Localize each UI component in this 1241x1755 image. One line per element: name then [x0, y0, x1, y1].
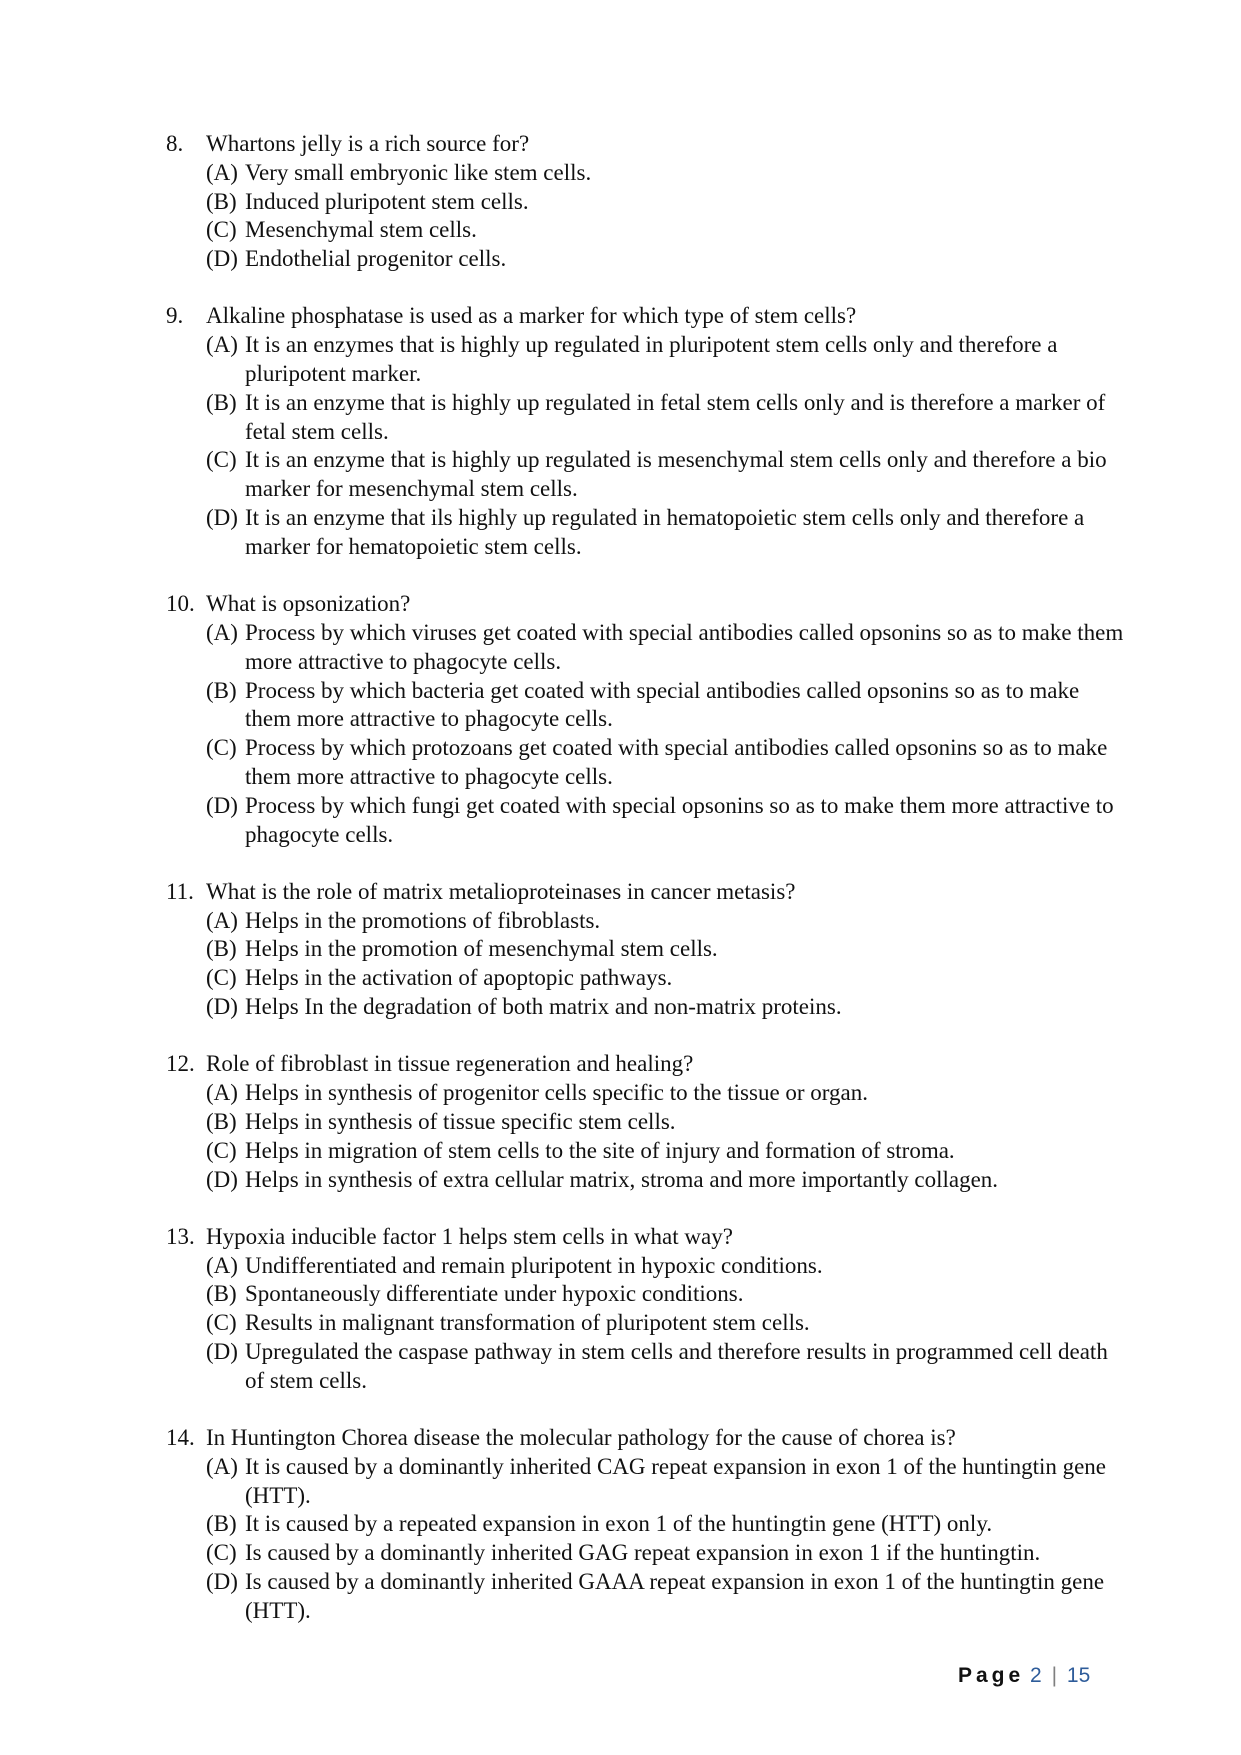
option-list — [166, 1252, 1126, 1396]
question-stem — [166, 878, 1126, 907]
option-text: Upregulated the caspase pathway in stem cells and therefore results in programmed cell death of stem cells. — [245, 1338, 1108, 1393]
question-number: 9. — [166, 303, 184, 329]
question-stem — [166, 302, 1126, 331]
option-text: It is an enzyme that ils highly up regulated in hematopoietic stem cells only and therefore a marker for hematopoietic stem cells. — [245, 505, 1085, 559]
option-letter: (D) — [206, 792, 238, 818]
question-text: What is opsonization? — [206, 591, 411, 617]
option-letter: (C) — [206, 217, 237, 243]
question-number: 10. — [166, 591, 195, 617]
option-b — [166, 1108, 1126, 1137]
option-text: Mesenchymal stem cells. — [245, 217, 477, 243]
option-letter: (C) — [206, 965, 237, 991]
page-separator: | — [1051, 1664, 1058, 1687]
option-d — [166, 1568, 1126, 1626]
question-text: Alkaline phosphatase is used as a marker for which type of stem cells? — [206, 303, 857, 329]
question-stem — [166, 1050, 1126, 1079]
option-b — [166, 389, 1126, 447]
question-number: 14. — [166, 1425, 195, 1451]
option-text: It is caused by a dominantly inherited CAG repeat expansion in exon 1 of the huntingtin gene (HTT). — [245, 1453, 1107, 1508]
option-letter: (C) — [206, 1540, 237, 1566]
option-b — [166, 677, 1126, 735]
option-b — [166, 935, 1126, 964]
option-letter: (D) — [206, 1166, 238, 1192]
option-text: Very small embryonic like stem cells. — [245, 159, 592, 185]
option-list — [166, 907, 1126, 1022]
option-text: Helps in migration of stem cells to the site of injury and formation of stroma. — [245, 1137, 955, 1163]
option-letter: (D) — [206, 994, 238, 1020]
option-b — [166, 1510, 1126, 1539]
question-stem — [166, 130, 1126, 159]
option-text: Process by which protozoans get coated with special antibodies called opsonins so as to make them more attractive to phagocyte cells. — [245, 735, 1108, 789]
question-10 — [166, 590, 1126, 849]
option-letter: (A) — [206, 332, 238, 358]
option-text: Process by which viruses get coated with special antibodies called opsonins so as to make them more attractive to phagocyte cells. — [245, 619, 1124, 674]
option-text: Helps in the promotions of fibroblasts. — [245, 907, 601, 933]
question-text: Hypoxia inducible factor 1 helps stem cells in what way? — [206, 1223, 733, 1249]
option-b — [166, 1280, 1126, 1309]
option-list — [166, 1079, 1126, 1194]
option-text: Undifferentiated and remain pluripotent in hypoxic conditions. — [245, 1252, 823, 1278]
option-c — [166, 734, 1126, 792]
option-b — [166, 188, 1126, 217]
option-c — [166, 1309, 1126, 1338]
option-a — [166, 619, 1126, 677]
total-pages: 15 — [1066, 1664, 1091, 1687]
option-letter: (D) — [206, 1338, 238, 1364]
option-letter: (D) — [206, 246, 238, 272]
option-letter: (B) — [206, 677, 237, 703]
question-number: 8. — [166, 131, 184, 156]
question-number: 11. — [166, 878, 194, 904]
option-list — [166, 1453, 1126, 1626]
option-a — [166, 907, 1126, 936]
option-text: Helps in the activation of apoptopic pathways. — [245, 965, 673, 991]
question-14 — [166, 1424, 1126, 1626]
option-d — [166, 1338, 1126, 1396]
option-letter: (B) — [206, 1108, 237, 1134]
option-letter: (A) — [206, 1252, 238, 1278]
option-letter: (D) — [206, 505, 238, 531]
option-c — [166, 216, 1126, 245]
option-letter: (A) — [206, 159, 238, 185]
option-letter: (A) — [206, 1080, 238, 1106]
option-a — [166, 159, 1126, 188]
option-c — [166, 964, 1126, 993]
option-letter: (A) — [206, 1453, 238, 1479]
option-d — [166, 245, 1126, 274]
question-text: What is the role of matrix metalioproteinases in cancer metasis? — [206, 878, 796, 904]
option-letter: (B) — [206, 936, 237, 962]
option-letter: (D) — [206, 1569, 238, 1595]
option-letter: (B) — [206, 389, 237, 415]
option-a — [166, 1252, 1126, 1281]
option-list — [166, 331, 1126, 561]
question-stem — [166, 1223, 1126, 1252]
option-list — [166, 159, 1126, 274]
option-text: Is caused by a dominantly inherited GAAA repeat expansion in exon 1 of the huntingtin gene (HTT). — [245, 1569, 1105, 1623]
option-d — [166, 504, 1126, 562]
option-letter: (C) — [206, 735, 237, 761]
question-text: Whartons jelly is a rich source for? — [206, 131, 530, 156]
option-a — [166, 331, 1126, 389]
option-text: Endothelial progenitor cells. — [245, 246, 507, 272]
option-letter: (C) — [206, 447, 237, 473]
question-text: In Huntington Chorea disease the molecular pathology for the cause of chorea is? — [206, 1425, 956, 1451]
option-text: It is an enzyme that is highly up regulated in fetal stem cells only and is therefore a marker of fetal stem cells. — [245, 389, 1106, 444]
option-text: Results in malignant transformation of pluripotent stem cells. — [245, 1310, 810, 1336]
option-text: Helps in synthesis of tissue specific stem cells. — [245, 1108, 676, 1134]
option-text: It is caused by a repeated expansion in exon 1 of the huntingtin gene (HTT) only. — [245, 1511, 993, 1537]
option-letter: (B) — [206, 188, 237, 214]
question-9 — [166, 302, 1126, 561]
option-c — [166, 1137, 1126, 1166]
option-letter: (C) — [206, 1310, 237, 1336]
option-text: Helps in the promotion of mesenchymal stem cells. — [245, 936, 718, 962]
option-c — [166, 1539, 1126, 1568]
option-letter: (A) — [206, 619, 238, 645]
option-letter: (B) — [206, 1281, 237, 1307]
option-text: Helps In the degradation of both matrix and non-matrix proteins. — [245, 994, 842, 1020]
current-page-number: 2 — [1030, 1664, 1042, 1687]
option-a — [166, 1079, 1126, 1108]
option-letter: (B) — [206, 1511, 237, 1537]
question-text: Role of fibroblast in tissue regeneration and healing? — [206, 1051, 694, 1077]
question-11 — [166, 878, 1126, 1022]
question-number: 13. — [166, 1223, 195, 1249]
option-text: Process by which fungi get coated with special opsonins so as to make them more attractive to phagocyte cells. — [245, 792, 1114, 847]
option-c — [166, 446, 1126, 504]
question-stem — [166, 1424, 1126, 1453]
option-a — [166, 1453, 1126, 1511]
option-text: Process by which bacteria get coated with special antibodies called opsonins so as to make them more attractive to phagocyte cells. — [245, 677, 1080, 732]
option-text: It is an enzymes that is highly up regulated in pluripotent stem cells only and therefore a pluripotent marker. — [245, 332, 1058, 387]
page-label: Page — [958, 1664, 1025, 1687]
option-d — [166, 1166, 1126, 1195]
question-list — [166, 130, 1126, 1654]
option-d — [166, 792, 1126, 850]
option-letter: (C) — [206, 1137, 237, 1163]
page-footer — [958, 1664, 1090, 1688]
option-list — [166, 619, 1126, 849]
question-8 — [166, 130, 1126, 274]
question-number: 12. — [166, 1051, 195, 1077]
option-text: Induced pluripotent stem cells. — [245, 188, 529, 214]
option-text: It is an enzyme that is highly up regulated is mesenchymal stem cells only and therefore a bio marker for mesenchymal stem cells. — [245, 447, 1107, 502]
question-stem — [166, 590, 1126, 619]
question-13 — [166, 1223, 1126, 1396]
option-text: Spontaneously differentiate under hypoxic conditions. — [245, 1281, 744, 1307]
question-12 — [166, 1050, 1126, 1194]
option-text: Is caused by a dominantly inherited GAG repeat expansion in exon 1 if the huntingtin. — [245, 1540, 1041, 1566]
option-letter: (A) — [206, 907, 238, 933]
option-d — [166, 993, 1126, 1022]
option-text: Helps in synthesis of extra cellular matrix, stroma and more importantly collagen. — [245, 1166, 999, 1192]
option-text: Helps in synthesis of progenitor cells specific to the tissue or organ. — [245, 1080, 869, 1106]
